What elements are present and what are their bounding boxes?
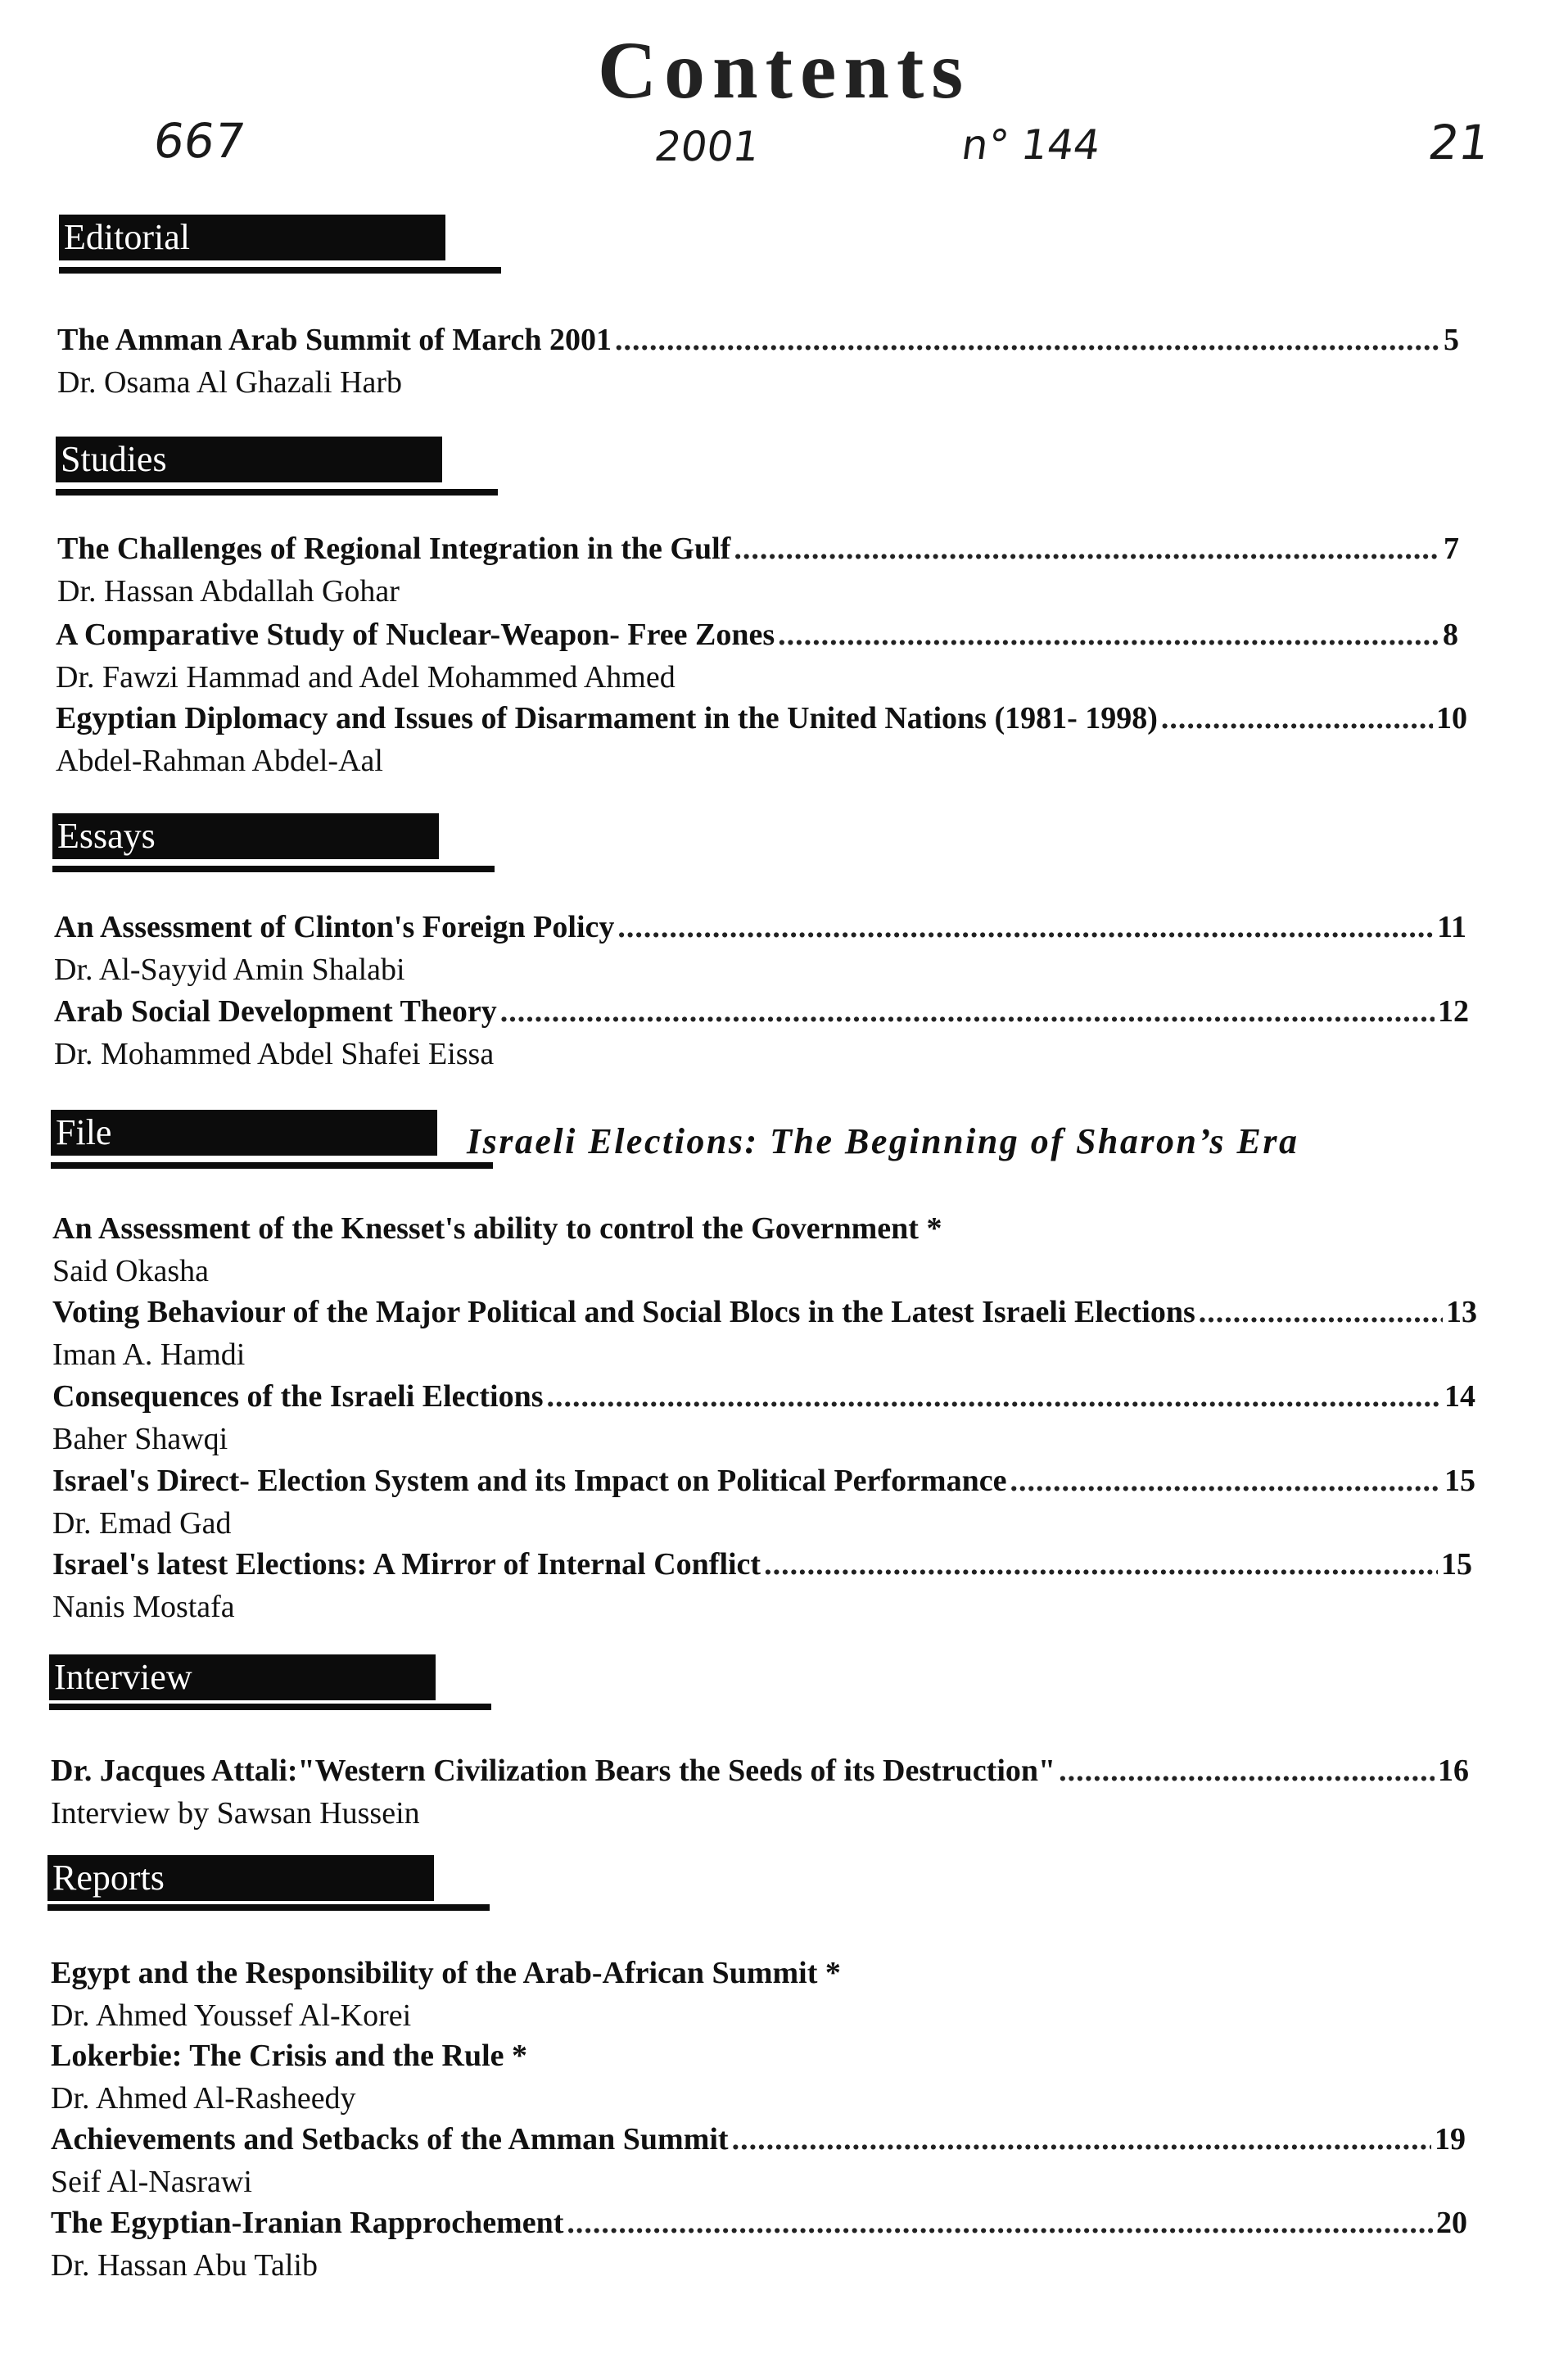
dot-leader xyxy=(567,2205,1433,2241)
toc-entry-title[interactable] xyxy=(56,700,1467,736)
handwritten-note: 2001 xyxy=(651,123,763,170)
toc-entry-author: Dr. Al-Sayyid Amin Shalabi xyxy=(54,953,405,987)
toc-entry-title[interactable] xyxy=(51,1753,1469,1789)
section-heading-reports: Reports xyxy=(47,1855,434,1901)
section-rule xyxy=(47,1904,490,1911)
entry-title-text: Israel's Direct- Election System and its Impact on Political Performance xyxy=(52,1464,1007,1498)
entry-title-text: Consequences of the Israeli Elections xyxy=(52,1379,544,1414)
entry-title-text: Lokerbie: The Crisis and the Rule * xyxy=(51,2039,528,2073)
toc-entry-title[interactable] xyxy=(52,1211,1444,1247)
page-number: 10 xyxy=(1436,701,1467,735)
page-title: Contents xyxy=(597,25,971,115)
dot-leader xyxy=(1199,1294,1443,1330)
toc-entry-author: Dr. Hassan Abdallah Gohar xyxy=(57,574,400,609)
toc-entry-author: Dr. Fawzi Hammad and Adel Mohammed Ahmed xyxy=(56,660,676,695)
toc-entry-title[interactable] xyxy=(56,617,1458,653)
page-number: 16 xyxy=(1438,1754,1469,1788)
page-number: 13 xyxy=(1446,1295,1477,1329)
dot-leader xyxy=(732,2121,1431,2157)
entry-title-text: An Assessment of Clinton's Foreign Policy xyxy=(54,910,615,944)
page-number: 8 xyxy=(1443,618,1458,652)
section-rule xyxy=(59,267,501,274)
page-number: 14 xyxy=(1444,1379,1475,1414)
toc-entry-author: Dr. Hassan Abu Talib xyxy=(51,2248,318,2283)
toc-entry-title[interactable] xyxy=(51,2038,1443,2074)
toc-entry-author: Abdel-Rahman Abdel-Aal xyxy=(56,744,383,778)
toc-entry-author: Said Okasha xyxy=(52,1254,210,1288)
toc-entry-title[interactable] xyxy=(57,531,1459,567)
page-number: 12 xyxy=(1438,994,1469,1029)
dot-leader xyxy=(500,993,1435,1030)
entry-title-text: An Assessment of the Knesset's ability to control the Government * xyxy=(52,1211,942,1246)
toc-entry-author: Dr. Mohammed Abdel Shafei Eissa xyxy=(54,1037,495,1071)
section-heading-editorial: Editorial xyxy=(59,215,445,260)
entry-title-text: Egypt and the Responsibility of the Arab-African Summit * xyxy=(51,1956,841,1990)
dot-leader xyxy=(1010,1463,1441,1499)
toc-entry-author: Dr. Ahmed Al-Rasheedy xyxy=(51,2081,356,2116)
page-number: 5 xyxy=(1444,323,1459,357)
toc-entry-title[interactable] xyxy=(54,909,1466,945)
page-number: 11 xyxy=(1437,910,1466,944)
entry-title-text: Achievements and Setbacks of the Amman Summit xyxy=(51,2122,729,2157)
dot-leader xyxy=(778,617,1439,653)
section-rule xyxy=(49,1704,491,1710)
section-heading-studies: Studies xyxy=(56,437,442,482)
dot-leader xyxy=(1161,700,1433,736)
dot-leader xyxy=(615,322,1440,358)
page-number: 7 xyxy=(1444,532,1459,566)
page-number: 15 xyxy=(1444,1464,1475,1498)
entry-title-text: A Comparative Study of Nuclear-Weapon- Free Zones xyxy=(56,618,775,652)
section-rule xyxy=(51,1162,493,1169)
toc-entry-author: Interview by Sawsan Hussein xyxy=(51,1796,420,1831)
handwritten-note: n° 144 xyxy=(958,121,1104,169)
toc-entry-author: Nanis Mostafa xyxy=(52,1590,235,1624)
toc-entry-author: Dr. Osama Al Ghazali Harb xyxy=(57,365,403,400)
section-heading-file: File xyxy=(51,1110,437,1156)
toc-entry-author: Iman A. Hamdi xyxy=(52,1337,246,1372)
toc-entry-title[interactable] xyxy=(52,1378,1475,1414)
section-rule xyxy=(52,866,495,872)
dot-leader xyxy=(764,1546,1438,1582)
toc-entry-author: Seif Al-Nasrawi xyxy=(51,2165,252,2199)
dot-leader xyxy=(734,531,1440,567)
toc-entry-author: Dr. Ahmed Youssef Al-Korei xyxy=(51,1998,412,2033)
toc-entry-title[interactable] xyxy=(51,2205,1467,2241)
toc-entry-author: Baher Shawqi xyxy=(52,1422,228,1456)
toc-entry-title[interactable] xyxy=(54,993,1469,1030)
dot-leader xyxy=(547,1378,1441,1414)
toc-entry-title[interactable] xyxy=(52,1463,1475,1499)
page-number: 19 xyxy=(1435,2122,1466,2157)
toc-entry-title[interactable] xyxy=(51,1955,1443,1991)
handwritten-note: 21 xyxy=(1425,115,1493,170)
page-number: 15 xyxy=(1441,1547,1472,1582)
entry-title-text: Egyptian Diplomacy and Issues of Disarmament in the United Nations (1981- 1998) xyxy=(56,701,1158,735)
entry-title-text: The Amman Arab Summit of March 2001 xyxy=(57,323,612,357)
toc-entry-title[interactable] xyxy=(57,322,1459,358)
dot-leader xyxy=(617,909,1434,945)
toc-entry-author: Dr. Emad Gad xyxy=(52,1506,232,1541)
section-rule xyxy=(56,489,498,496)
handwritten-note: 667 xyxy=(150,113,249,169)
toc-entry-title[interactable] xyxy=(52,1546,1472,1582)
entry-title-text: The Challenges of Regional Integration in the Gulf xyxy=(57,532,731,566)
page-number: 20 xyxy=(1436,2206,1467,2240)
entry-title-text: Arab Social Development Theory xyxy=(54,994,497,1029)
entry-title-text: Dr. Jacques Attali:"Western Civilization Bears the Seeds of its Destruction" xyxy=(51,1754,1056,1788)
entry-title-text: Israel's latest Elections: A Mirror of Internal Conflict xyxy=(52,1547,761,1582)
dot-leader xyxy=(1059,1753,1435,1789)
entry-title-text: Voting Behaviour of the Major Political and Social Blocs in the Latest Israeli Elections xyxy=(52,1295,1195,1329)
entry-title-text: The Egyptian-Iranian Rapprochement xyxy=(51,2206,564,2240)
toc-entry-title[interactable] xyxy=(51,2121,1466,2157)
file-subtitle: Israeli Elections: The Beginning of Sharon’s Era xyxy=(467,1121,1299,1161)
section-heading-interview: Interview xyxy=(49,1654,436,1700)
toc-entry-title[interactable] xyxy=(52,1294,1477,1330)
section-heading-essays: Essays xyxy=(52,813,439,859)
